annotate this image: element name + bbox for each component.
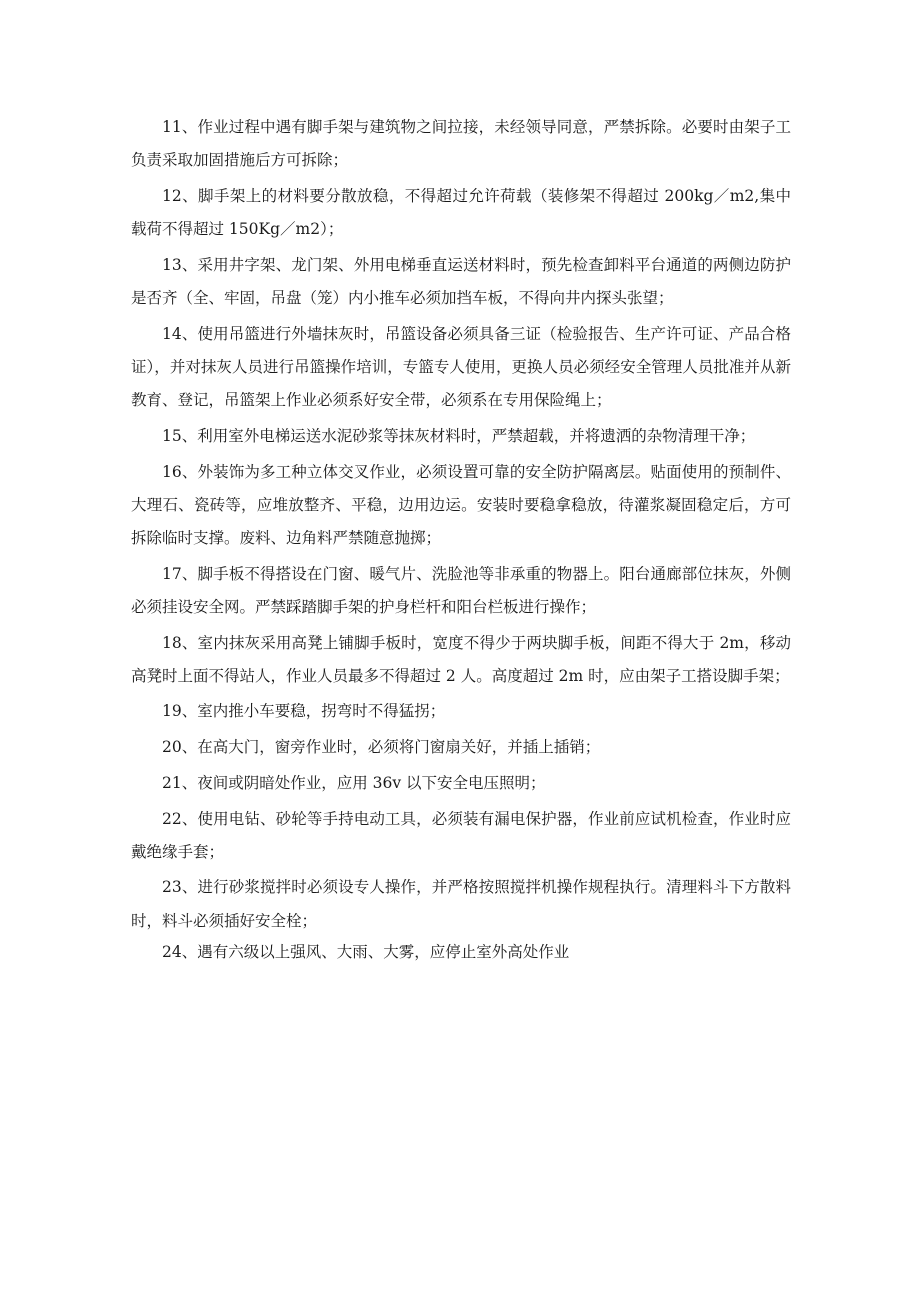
paragraph-16: 16、外装饰为多工种立体交叉作业，必须设置可靠的安全防护隔离层。贴面使用的预制件、大理石、瓷砖等，应堆放整齐、平稳，边用边运。安装时要稳拿稳放，待灌浆凝固稳定后，方可拆除临时支撑。废料、边角料严禁随意抛掷； [131,462,791,547]
paragraph-14: 14、使用吊篮进行外墙抹灰时，吊篮设备必须具备三证（检验报告、生产许可证、产品合格证），并对抹灰人员进行吊篮操作培训，专篮专人使用，更换人员必须经安全管理人员批准并从新教育、登记，吊篮架上作业必须系好安全带，必须系在专用保险绳上； [131,324,791,410]
paragraph-15: 15、利用室外电梯运送水泥砂浆等抹灰材料时，严禁超载，并将遗洒的杂物清理干净； [162,426,756,445]
document-page [131,111,791,972]
paragraph-13: 13、采用井字架、龙门架、外用电梯垂直运送材料时，预先检查卸料平台通道的两侧边防护是否齐（全、牢固，吊盘（笼）内小推车必须加挡车板，不得向井内探头张望； [131,255,791,308]
paragraph-12: 12、脚手架上的材料要分散放稳，不得超过允许荷载（装修架不得超过 200kg／m2,集中载荷不得超过 150Kg／m2）； [131,186,791,239]
paragraph-18: 18、室内抹灰采用高凳上铺脚手板时，宽度不得少于两块脚手板，间距不得大于 2m，移动高凳时上面不得站人，作业人员最多不得超过 2 人。高度超过 2m 时，应由架子工搭设脚手架； [131,633,791,685]
paragraph-22: 22、使用电钻、砂轮等手持电动工具，必须装有漏电保护器，作业前应试机检查，作业时应戴绝缘手套； [131,809,791,861]
paragraph-11: 11、作业过程中遇有脚手架与建筑物之间拉接，未经领导同意，严禁拆除。必要时由架子工负责采取加固措施后方可拆除； [131,118,791,170]
paragraph-19: 19、室内推小车要稳，拐弯时不得猛拐； [162,702,446,721]
paragraph-17: 17、脚手板不得搭设在门窗、暖气片、洗脸池等非承重的物器上。阳台通廊部位抹灰，外侧必须挂设安全网。严禁踩踏脚手架的护身栏杆和阳台栏板进行操作； [131,564,791,616]
paragraph-20: 20、在高大门，窗旁作业时，必须将门窗扇关好，并插上插销； [162,738,601,757]
paragraph-24: 24、遇有六级以上强风、大雨、大雾，应停止室外高处作业 [162,943,570,962]
paragraph-21: 21、夜间或阴暗处作业，应用 36v 以下安全电压照明； [162,773,546,792]
paragraph-23: 23、进行砂浆搅拌时必须设专人操作，并严格按照搅拌机操作规程执行。清理料斗下方散料时，料斗必须插好安全栓； [131,878,791,930]
